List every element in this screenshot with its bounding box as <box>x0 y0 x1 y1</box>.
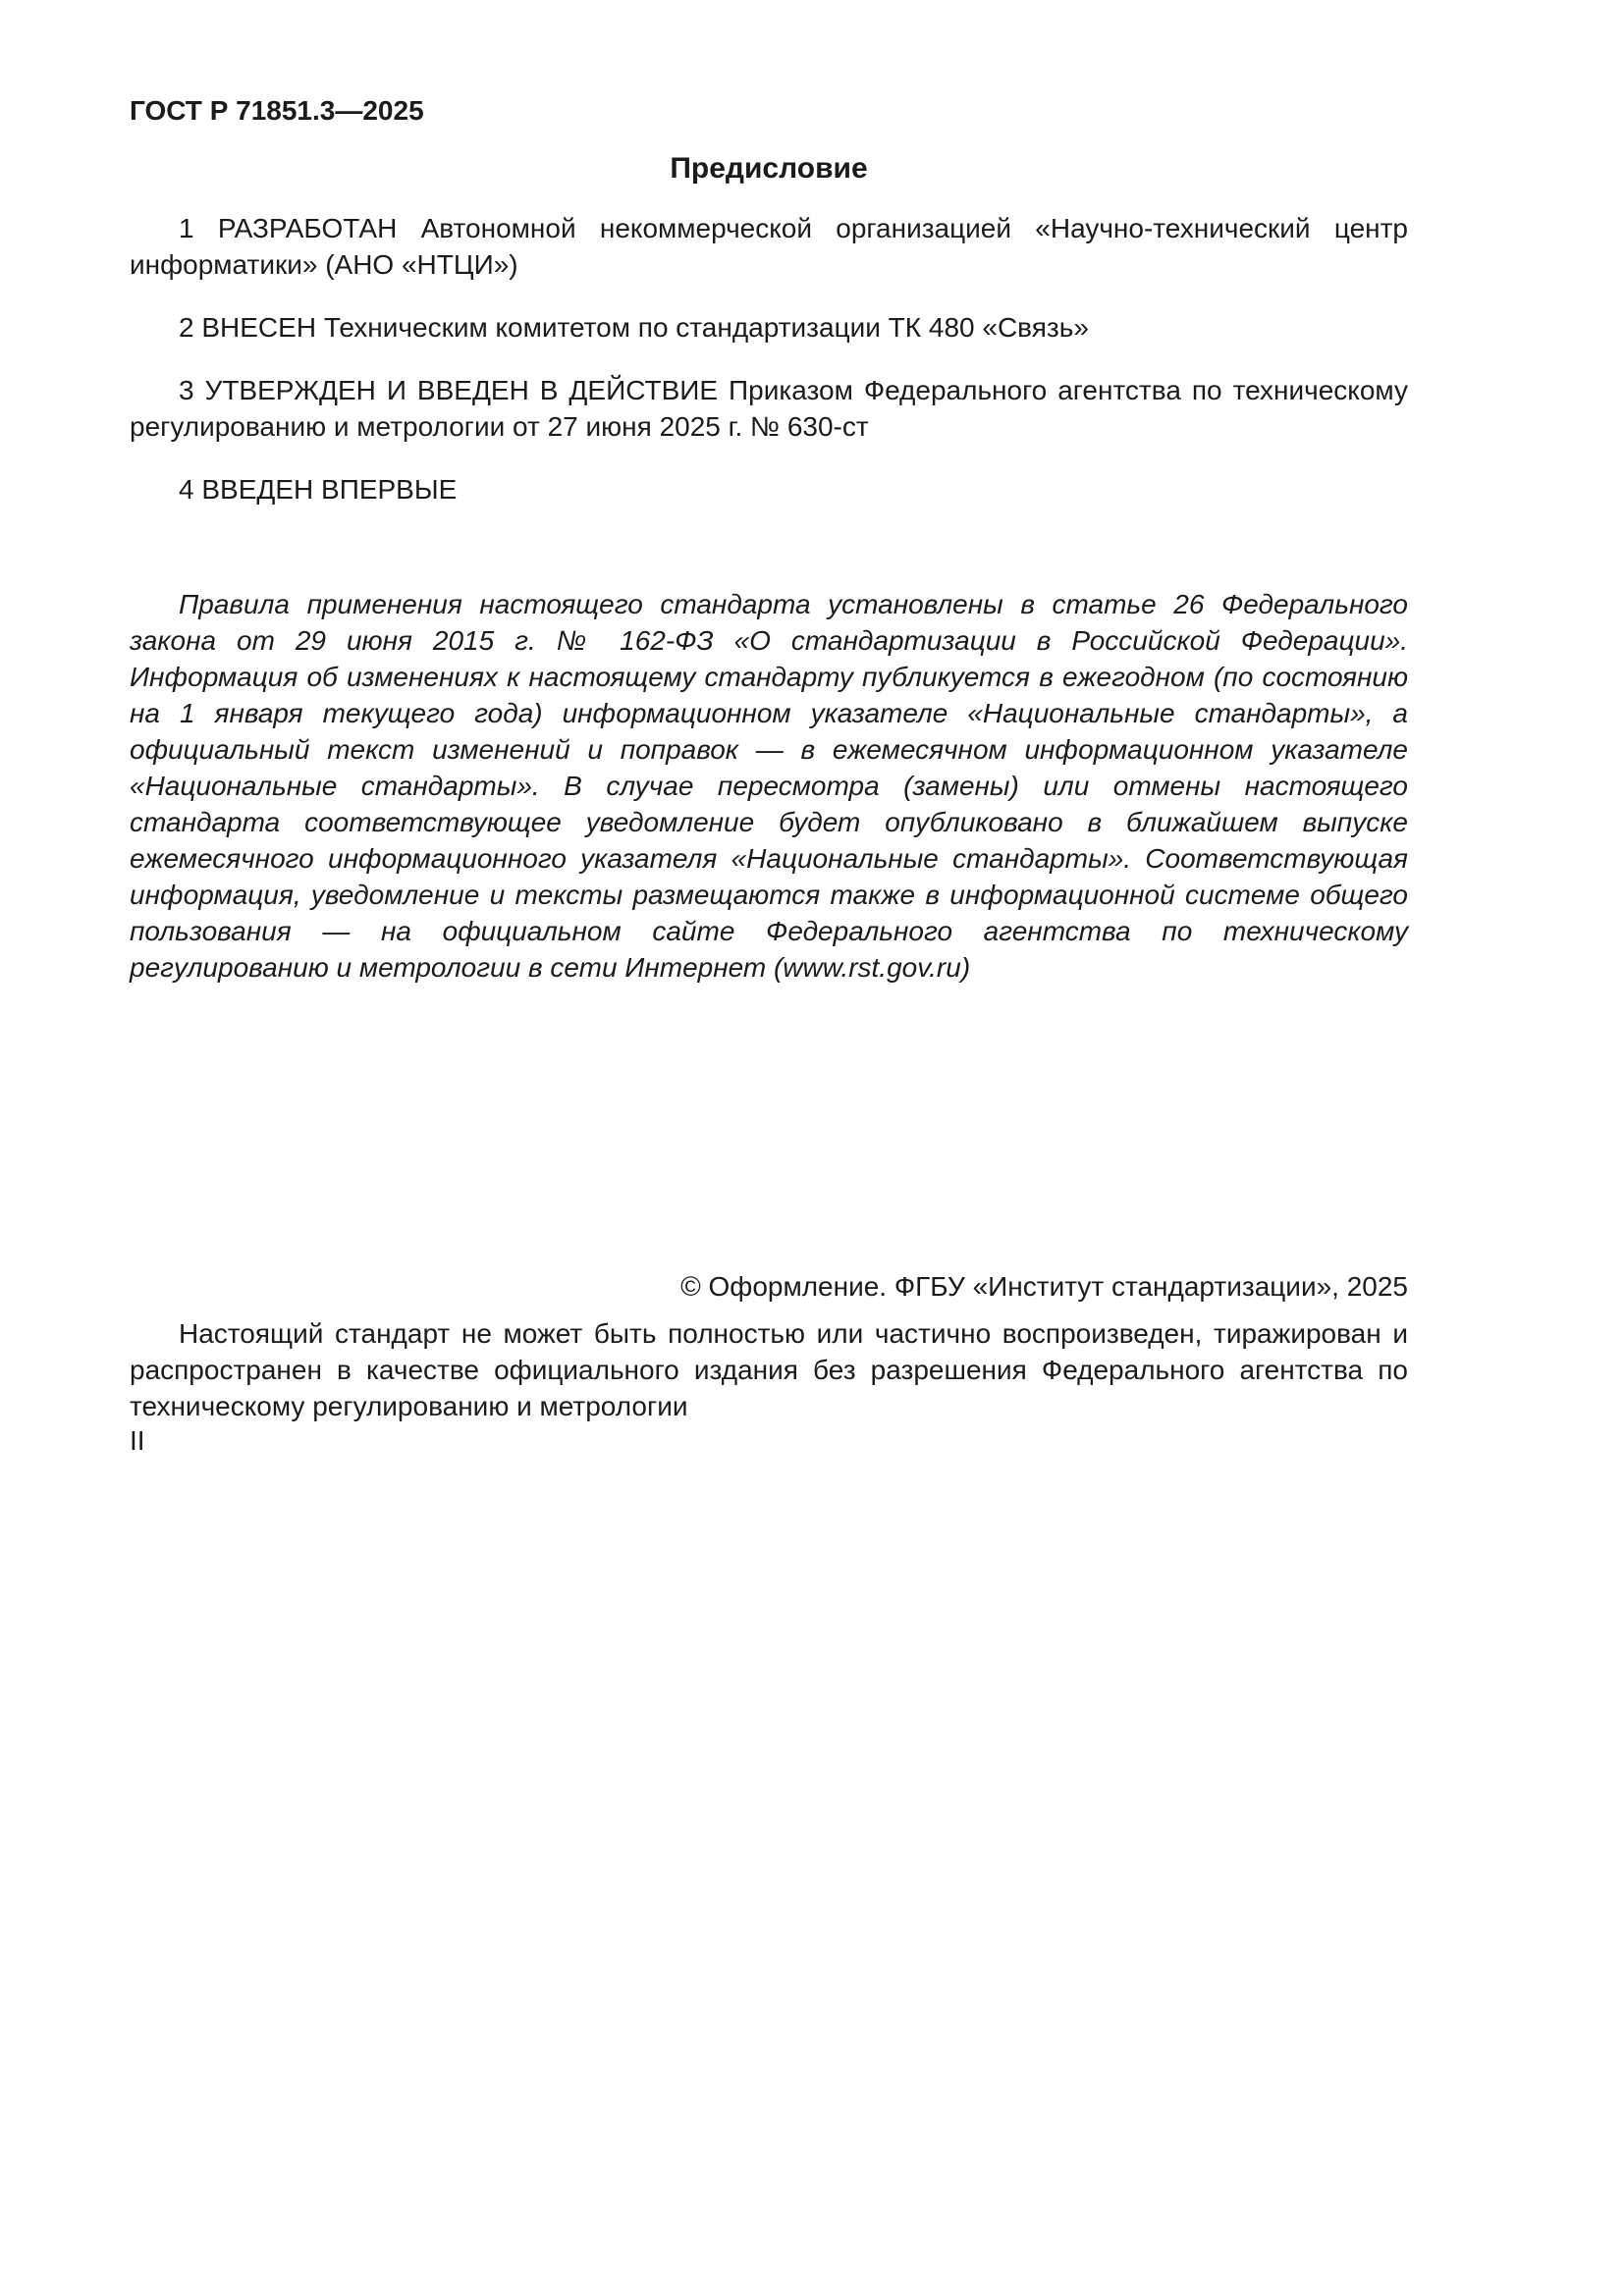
foreword-item-approved: 3 УТВЕРЖДЕН И ВВЕДЕН В ДЕЙСТВИЕ Приказом Федерального агентства по техническому регулированию и метрологии от 27 июня 2025 г. № 630-ст <box>130 375 1408 442</box>
page-number: II <box>130 1425 145 1456</box>
foreword-item-first-edition: 4 ВВЕДЕН ВПЕРВЫЕ <box>179 474 458 505</box>
foreword-item-developed: 1 РАЗРАБОТАН Автономной некоммерческой организацией «Научно-технический центр информатики» (АНО «НТЦИ») <box>130 213 1408 280</box>
doc-code: ГОСТ Р 71851.3—2025 <box>130 95 424 126</box>
rules-note: Правила применения настоящего стандарта установлены в статье 26 Федерального закона от 29 июня 2015 г. № 162-ФЗ «О стандартизации в Российской Федерации». Информация об изменениях к настоящему стандарту публикуется в ежегодном (по состоянию на 1 января текущего года) информационном указателе «Национальные стандарты», а официальный текст изменений и поправок — в ежемесячном информационном указателе «Национальные стандарты». В случае пересмотра (замены) или отмены настоящего стандарта соответствующее уведомление будет опубликовано в ближайшем выпуске ежемесячного информационного указателя «Национальные стандарты». Соответствующая информация, уведомление и тексты размещаются также в информационной системе общего пользования — на официальном сайте Федерального агентства по техническому регулированию и метрологии в сети Интернет (www.rst.gov.ru) <box>130 589 1408 983</box>
page-title: Предисловие <box>670 152 868 185</box>
copyright-note: © Оформление. ФГБУ «Институт стандартизации», 2025 <box>680 1271 1408 1302</box>
foreword-item-submitted: 2 ВНЕСЕН Техническим комитетом по стандартизации ТК 480 «Связь» <box>179 312 1089 343</box>
foreword-section <box>130 94 1408 986</box>
reproduction-note: Настоящий стандарт не может быть полностью или частично воспроизведен, тиражирован и распространен в качестве официального издания без разрешения Федерального агентства по техническому регулированию и метрологии <box>130 1318 1408 1421</box>
